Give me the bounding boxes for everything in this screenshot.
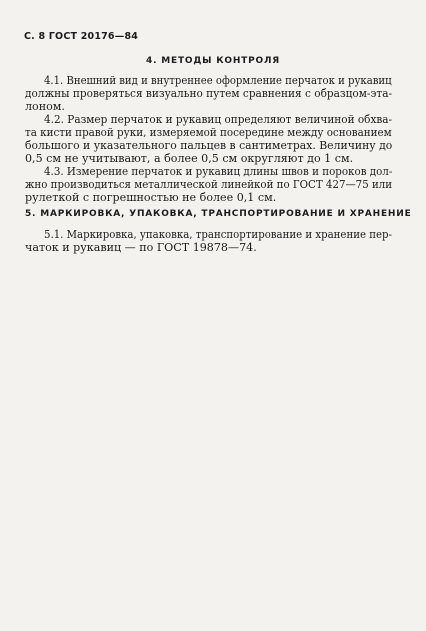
text-line: 0,5 см не учитывают, а более 0,5 см округляют до 1 см. [25,152,354,165]
text-line: чаток и рукавиц — по ГОСТ 19878—74. [25,241,257,254]
text-line: 5.1. Маркировка, упаковка, транспортирование и хранение пер- [44,228,392,241]
text-line: 4.2. Размер перчаток и рукавиц определяют величиной обхва- [44,113,393,126]
text-line: та кисти правой руки, измеряемой посередине между основанием [25,126,392,139]
page-header: С. 8 ГОСТ 20176—84 [24,31,139,42]
section-4-title: 4. МЕТОДЫ КОНТРОЛЯ [146,56,280,66]
text-line: рулеткой с погрешностью не более 0,1 см. [25,191,277,204]
section-5-title: 5. МАРКИРОВКА, УПАКОВКА, ТРАНСПОРТИРОВАНИЕ И ХРАНЕНИЕ [25,209,412,219]
text-line: большого и указательного пальцев в сантиметрах. Величину до [25,139,393,152]
text-line: 4.3. Измерение перчаток и рукавиц длины швов и пороков дол- [44,165,393,178]
text-line: лоном. [25,100,65,113]
text-line: жно производиться металлической линейкой по ГОСТ 427—75 или [25,178,393,191]
text-line: должны проверяться визуально путем сравнения с образцом-эта- [25,87,393,100]
text-line: 4.1. Внешний вид и внутреннее оформление перчаток и рукавиц [44,74,392,87]
